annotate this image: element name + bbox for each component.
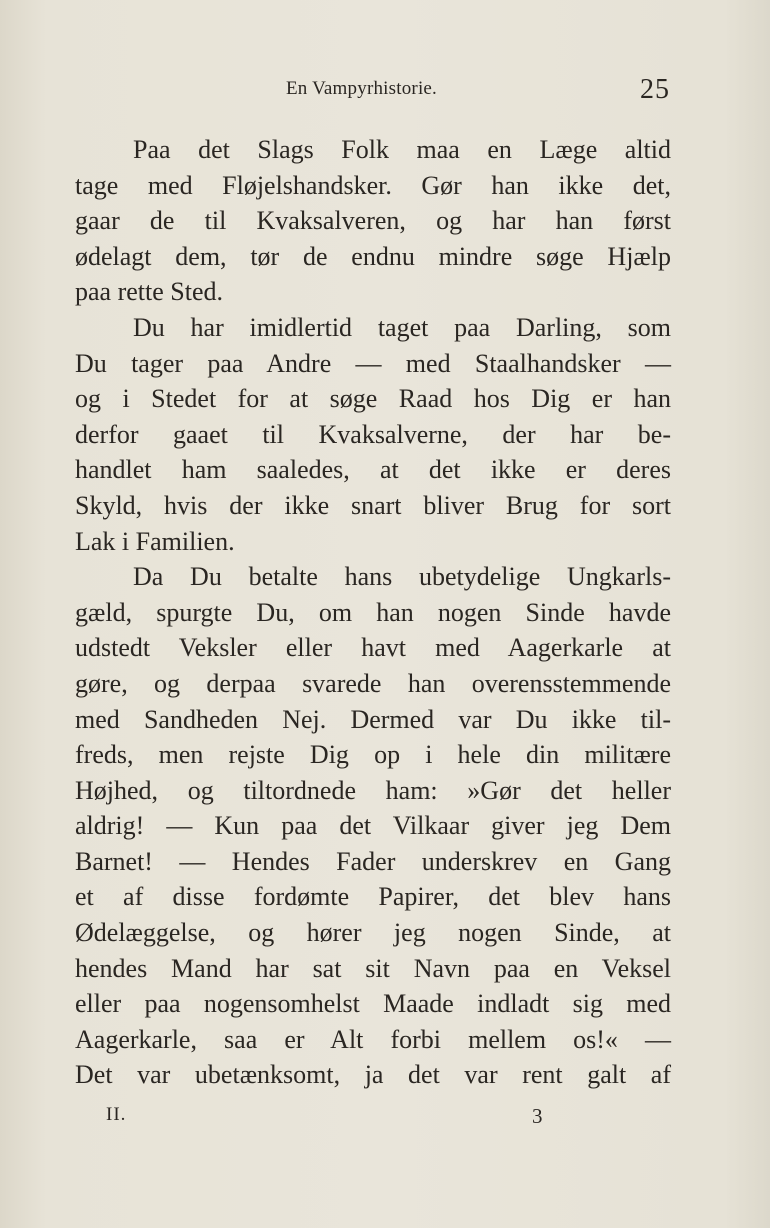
text-line: handlet ham saaledes, at det ikke er deres	[75, 455, 671, 485]
text-line: Paa det Slags Folk maa en Læge altid	[133, 135, 671, 164]
page-number: 25	[640, 74, 670, 105]
text-line: Du tager paa Andre — med Staalhandsker —	[75, 348, 671, 378]
text-line: eller paa nogensomhelst Maade indladt sig med	[75, 989, 671, 1019]
text-line: derfor gaaet til Kvaksalverne, der har be-	[75, 419, 671, 449]
signature-number: 3	[532, 1104, 543, 1128]
text-line: Skyld, hvis der ikke snart bliver Brug for sort	[75, 490, 671, 520]
text-line: paa rette Sted.	[75, 277, 223, 307]
text-line: Barnet! — Hendes Fader underskrev en Gang	[75, 846, 671, 876]
page-header	[0, 72, 770, 112]
text-line: Det var ubetænksomt, ja det var rent galt af	[75, 1060, 671, 1090]
text-line: udstedt Veksler eller havt med Aagerkarle at	[75, 633, 671, 663]
body-text	[75, 132, 671, 1093]
text-line: Lak i Familien.	[75, 526, 235, 556]
page-footer	[0, 1100, 770, 1140]
text-line: Aagerkarle, saa er Alt forbi mellem os!« —	[75, 1024, 671, 1054]
text-line: og i Stedet for at søge Raad hos Dig er han	[75, 384, 671, 414]
text-line: et af disse fordømte Papirer, det blev hans	[75, 882, 671, 912]
text-line: gæld, spurgte Du, om han nogen Sinde havde	[75, 597, 671, 627]
running-title: En Vampyrhistorie.	[286, 78, 438, 99]
signature-mark: II.	[106, 1104, 127, 1125]
text-line: aldrig! — Kun paa det Vilkaar giver jeg Dem	[75, 811, 671, 841]
text-line: tage med Fløjelshandsker. Gør han ikke det,	[75, 170, 671, 200]
text-line: Ødelæggelse, og hører jeg nogen Sinde, at	[75, 918, 671, 948]
text-line: Du har imidlertid taget paa Darling, som	[133, 312, 671, 342]
text-line: med Sandheden Nej. Dermed var Du ikke til-	[75, 704, 671, 734]
text-line: Da Du betalte hans ubetydelige Ungkarls-	[133, 562, 671, 592]
text-line: gøre, og derpaa svarede han overensstemmende	[75, 668, 671, 698]
text-line: Højhed, og tiltordnede ham: »Gør det heller	[75, 775, 671, 805]
text-line: hendes Mand har sat sit Navn paa en Veksel	[75, 953, 671, 983]
text-line: freds, men rejste Dig op i hele din militære	[75, 740, 671, 770]
text-line: gaar de til Kvaksalveren, og har han først	[75, 206, 671, 236]
text-line: ødelagt dem, tør de endnu mindre søge Hjælp	[75, 241, 671, 271]
